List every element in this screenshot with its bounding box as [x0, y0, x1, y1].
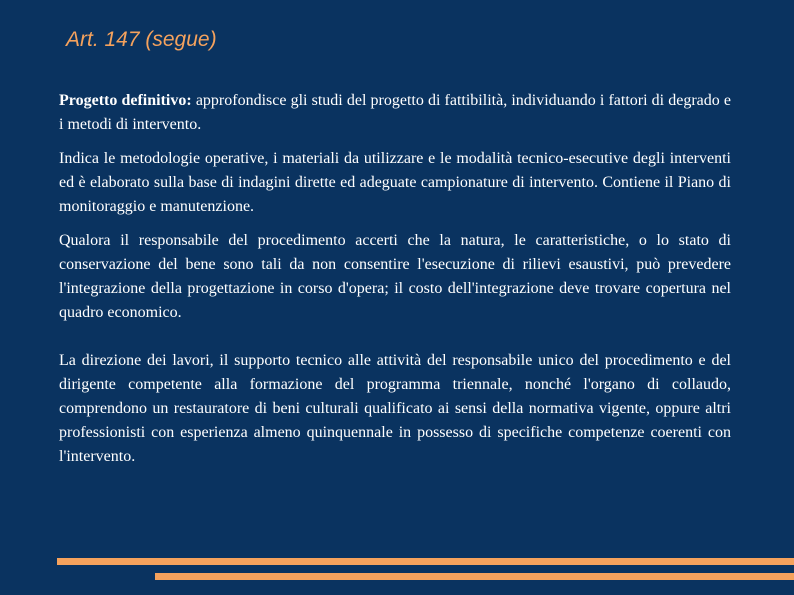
slide-title: Art. 147 (segue)	[66, 28, 217, 51]
accent-bar-top	[57, 558, 794, 565]
slide-body	[59, 89, 731, 479]
paragraph-direzione-lavori: La direzione dei lavori, il supporto tecnico alle attività del responsabile unico del procedimento e del dirigente competente alla formazione del programma triennale, nonché l'organo di collaudo, comprendono un restauratore di beni culturali qualificato ai sensi della normativa vigente, oppure altri professionisti con esperienza almeno quinquennale in possesso di specifiche competenze coerenti con l'intervento.	[59, 352, 731, 465]
paragraph-metodologie: Indica le metodologie operative, i materiali da utilizzare e le modalità tecnico-esecutive degli interventi ed è elaborato sulla base di indagini dirette ed adeguate campionature di intervento. Contiene il Piano di monitoraggio e manutenzione.	[59, 150, 731, 215]
paragraph-text: approfondisce gli studi del progetto di fattibilità, individuando i fattori di degrado e i metodi di intervento.	[59, 92, 732, 133]
paragraph-responsabile: Qualora il responsabile del procedimento accerti che la natura, le caratteristiche, o lo stato di conservazione del bene sono tali da non consentire l'esecuzione di rilievi esaustivi, può prevedere l'integrazione della progettazione in corso d'opera; il costo dell'integrazione deve trovare copertura nel quadro economico.	[59, 232, 731, 321]
accent-bar-bottom	[155, 573, 794, 580]
paragraph-lead-term: Progetto definitivo:	[59, 92, 192, 109]
paragraph-progetto-definitivo	[59, 89, 731, 137]
